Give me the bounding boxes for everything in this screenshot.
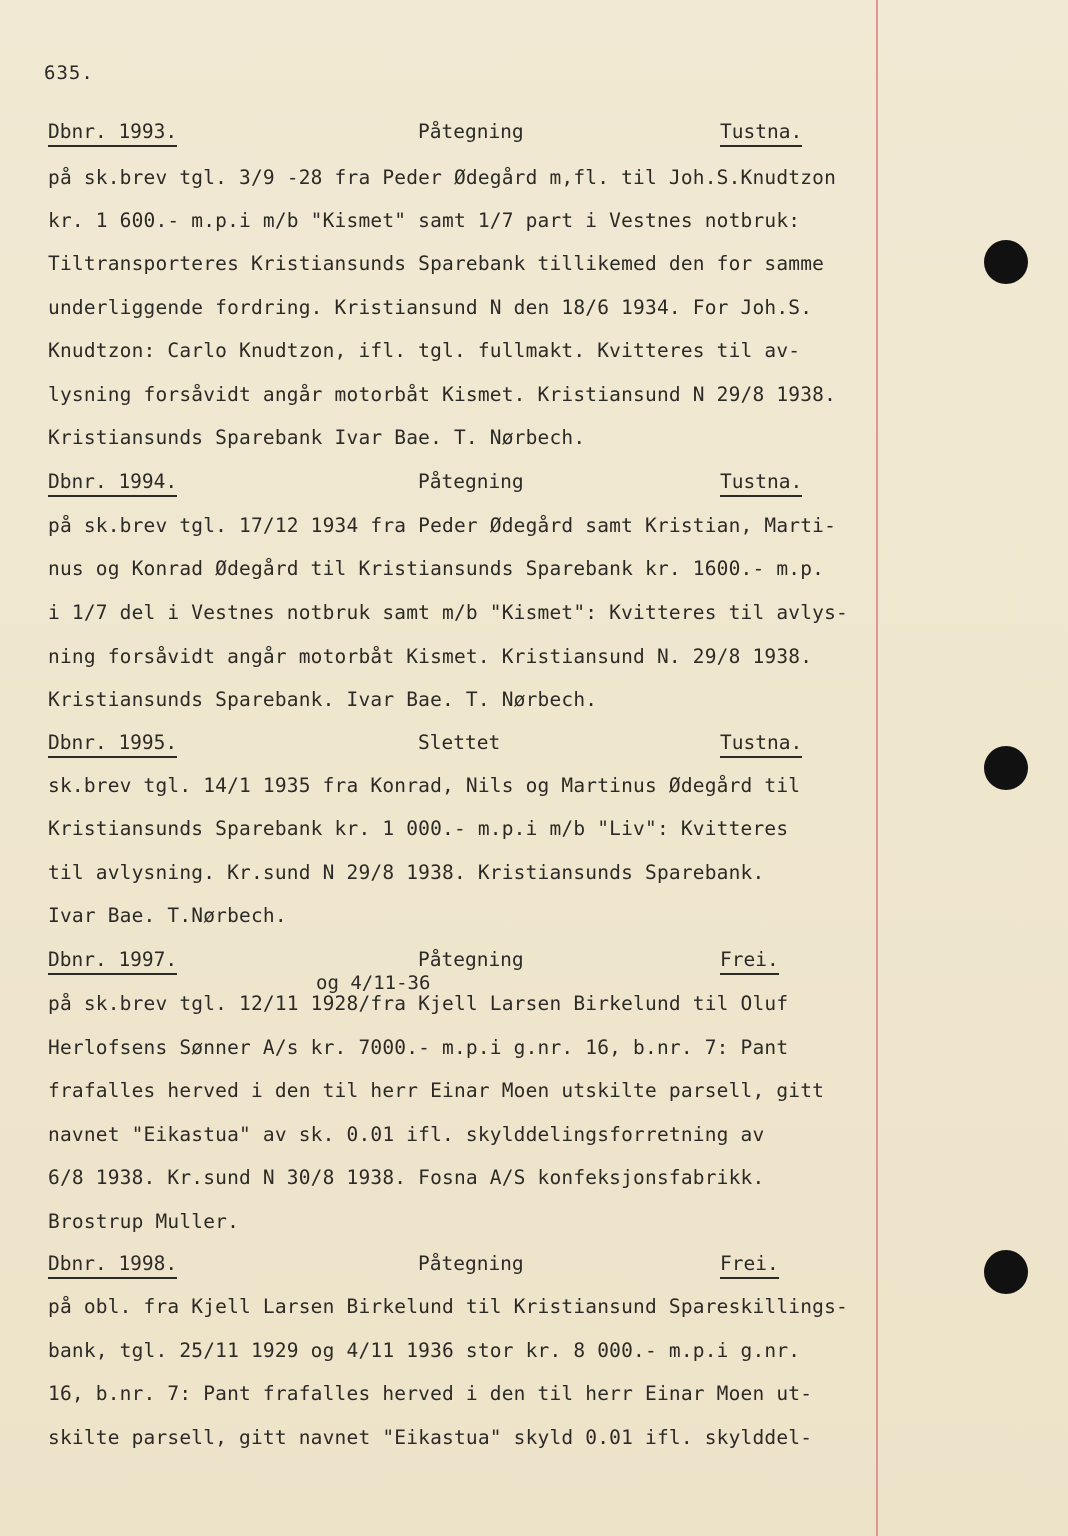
entry-heading	[48, 122, 838, 146]
entry-text-line: på sk.brev tgl. 17/12 1934 fra Peder Ødegård samt Kristian, Marti-	[48, 514, 837, 537]
entry-text-line: 6/8 1938. Kr.sund N 30/8 1938. Fosna A/S konfeksjonsfabrikk.	[48, 1166, 765, 1189]
entry-place: Tustna.	[720, 733, 802, 758]
entry-place: Tustna.	[720, 472, 802, 497]
entry-heading	[48, 733, 838, 757]
entry-text-line: Kristiansunds Sparebank kr. 1 000.- m.p.i m/b "Liv": Kvitteres	[48, 817, 789, 840]
entry-type: Påtegning	[418, 948, 524, 971]
entry-text-line: ning forsåvidt angår motorbåt Kismet. Kristiansund N. 29/8 1938.	[48, 645, 813, 668]
entry-text-line: Kristiansunds Sparebank. Ivar Bae. T. Nørbech.	[48, 688, 598, 711]
punch-hole	[984, 240, 1028, 284]
entry-text-line: 16, b.nr. 7: Pant frafalles herved i den til herr Einar Moen ut-	[48, 1382, 813, 1405]
entry-text-line: Ivar Bae. T.Nørbech.	[48, 904, 287, 927]
entry-text-line: Tiltransporteres Kristiansunds Sparebank tillikemed den for samme	[48, 252, 825, 275]
entry-number: Dbnr. 1994.	[48, 472, 177, 497]
entry-text-line: skilte parsell, gitt navnet "Eikastua" skyld 0.01 ifl. skylddel-	[48, 1426, 813, 1449]
entry-number: Dbnr. 1995.	[48, 733, 177, 758]
interlinear-insertion: og 4/11-36	[316, 972, 431, 994]
entry-place: Tustna.	[720, 122, 802, 147]
entry-heading	[48, 472, 838, 496]
red-margin-line	[876, 0, 878, 1536]
entry-heading	[48, 950, 838, 974]
entry-text-line: på sk.brev tgl. 12/11 1928/fra Kjell Larsen Birkelund til Oluf	[48, 992, 789, 1015]
entry-text-line: Herlofsens Sønner A/s kr. 7000.- m.p.i g.nr. 16, b.nr. 7: Pant	[48, 1036, 789, 1059]
punch-hole	[984, 1250, 1028, 1294]
entry-text-line: Kristiansunds Sparebank Ivar Bae. T. Nørbech.	[48, 426, 586, 449]
entry-text-line: i 1/7 del i Vestnes notbruk samt m/b "Kismet": Kvitteres til avlys-	[48, 601, 848, 624]
entry-text-line: på sk.brev tgl. 3/9 -28 fra Peder Ødegård m,fl. til Joh.S.Knudtzon	[48, 166, 837, 189]
entry-number: Dbnr. 1997.	[48, 950, 177, 975]
entry-number: Dbnr. 1993.	[48, 122, 177, 147]
entry-text-line: til avlysning. Kr.sund N 29/8 1938. Kristiansunds Sparebank.	[48, 861, 765, 884]
entry-text-line: lysning forsåvidt angår motorbåt Kismet. Kristiansund N 29/8 1938.	[48, 383, 837, 406]
entry-text-line: bank, tgl. 25/11 1929 og 4/11 1936 stor kr. 8 000.- m.p.i g.nr.	[48, 1339, 801, 1362]
entry-heading	[48, 1254, 838, 1278]
entry-type: Påtegning	[418, 120, 524, 143]
entry-text-line: Knudtzon: Carlo Knudtzon, ifl. tgl. fullmakt. Kvitteres til av-	[48, 339, 801, 362]
entry-text-line: kr. 1 600.- m.p.i m/b "Kismet" samt 1/7 part i Vestnes notbruk:	[48, 209, 801, 232]
entry-text-line: frafalles herved i den til herr Einar Moen utskilte parsell, gitt	[48, 1079, 825, 1102]
entry-number: Dbnr. 1998.	[48, 1254, 177, 1279]
entry-text-line: på obl. fra Kjell Larsen Birkelund til Kristiansund Spareskillings-	[48, 1295, 848, 1318]
entry-text-line: sk.brev tgl. 14/1 1935 fra Konrad, Nils og Martinus Ødegård til	[48, 774, 801, 797]
entry-type: Påtegning	[418, 1252, 524, 1275]
punch-hole	[984, 746, 1028, 790]
page-number: 635.	[44, 62, 94, 84]
entry-type: Påtegning	[418, 470, 524, 493]
entry-text-line: underliggende fordring. Kristiansund N den 18/6 1934. For Joh.S.	[48, 296, 813, 319]
entry-text-line: navnet "Eikastua" av sk. 0.01 ifl. skylddelingsforretning av	[48, 1123, 765, 1146]
entry-type: Slettet	[418, 731, 501, 754]
entry-text-line: Brostrup Muller.	[48, 1210, 240, 1233]
entry-place: Frei.	[720, 950, 779, 975]
entry-text-line: nus og Konrad Ødegård til Kristiansunds Sparebank kr. 1600.- m.p.	[48, 557, 825, 580]
entry-place: Frei.	[720, 1254, 779, 1279]
